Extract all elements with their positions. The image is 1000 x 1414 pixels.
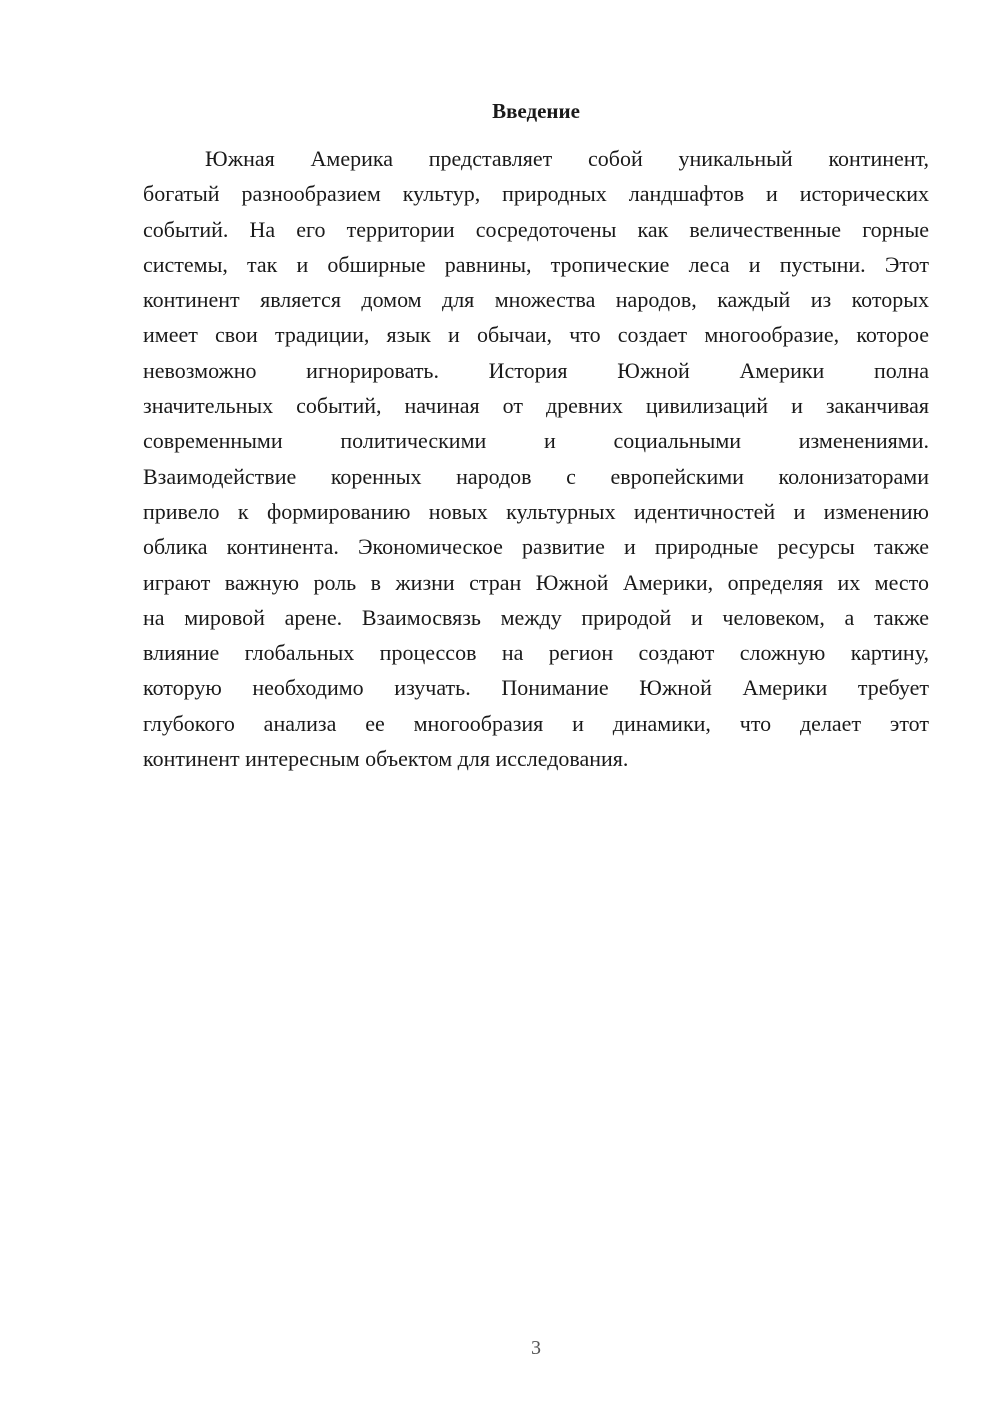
- paragraph-line: Взаимодействие коренных народов с европейскими колонизаторами: [143, 463, 929, 489]
- paragraph-line: глубокого анализа ее многообразия и динамики, что делает этот: [143, 710, 929, 736]
- paragraph-line: привело к формированию новых культурных идентичностей и изменению: [143, 498, 929, 524]
- paragraph-line: богатый разнообразием культур, природных ландшафтов и исторических: [143, 181, 929, 207]
- body-paragraph: [143, 141, 929, 776]
- paragraph-line: современными политическими и социальными изменениями.: [143, 428, 929, 454]
- paragraph-line: на мировой арене. Взаимосвязь между природой и человеком, а также: [143, 604, 929, 630]
- section-heading: Введение: [492, 99, 580, 123]
- page-number: 3: [531, 1337, 541, 1359]
- paragraph-line: влияние глобальных процессов на регион создают сложную картину,: [143, 640, 929, 666]
- paragraph-line: континент интересным объектом для исследования.: [143, 746, 629, 772]
- paragraph-line: играют важную роль в жизни стран Южной Америки, определяя их место: [143, 569, 929, 595]
- paragraph-line: Южная Америка представляет собой уникальный континент,: [205, 146, 929, 171]
- paragraph-line: значительных событий, начиная от древних цивилизаций и заканчивая: [143, 393, 929, 419]
- paragraph-line: континент является домом для множества народов, каждый из которых: [143, 287, 929, 313]
- paragraph-line: имеет свои традиции, язык и обычаи, что создает многообразие, которое: [143, 322, 929, 348]
- paragraph-line: которую необходимо изучать. Понимание Южной Америки требует: [143, 675, 929, 701]
- paragraph-line: системы, так и обширные равнины, тропические леса и пустыни. Этот: [143, 251, 929, 277]
- paragraph-line: облика континента. Экономическое развитие и природные ресурсы также: [143, 534, 929, 560]
- paragraph-line: невозможно игнорировать. История Южной Америки полна: [143, 357, 929, 383]
- paragraph-line: событий. На его территории сосредоточены как величественные горные: [143, 216, 929, 242]
